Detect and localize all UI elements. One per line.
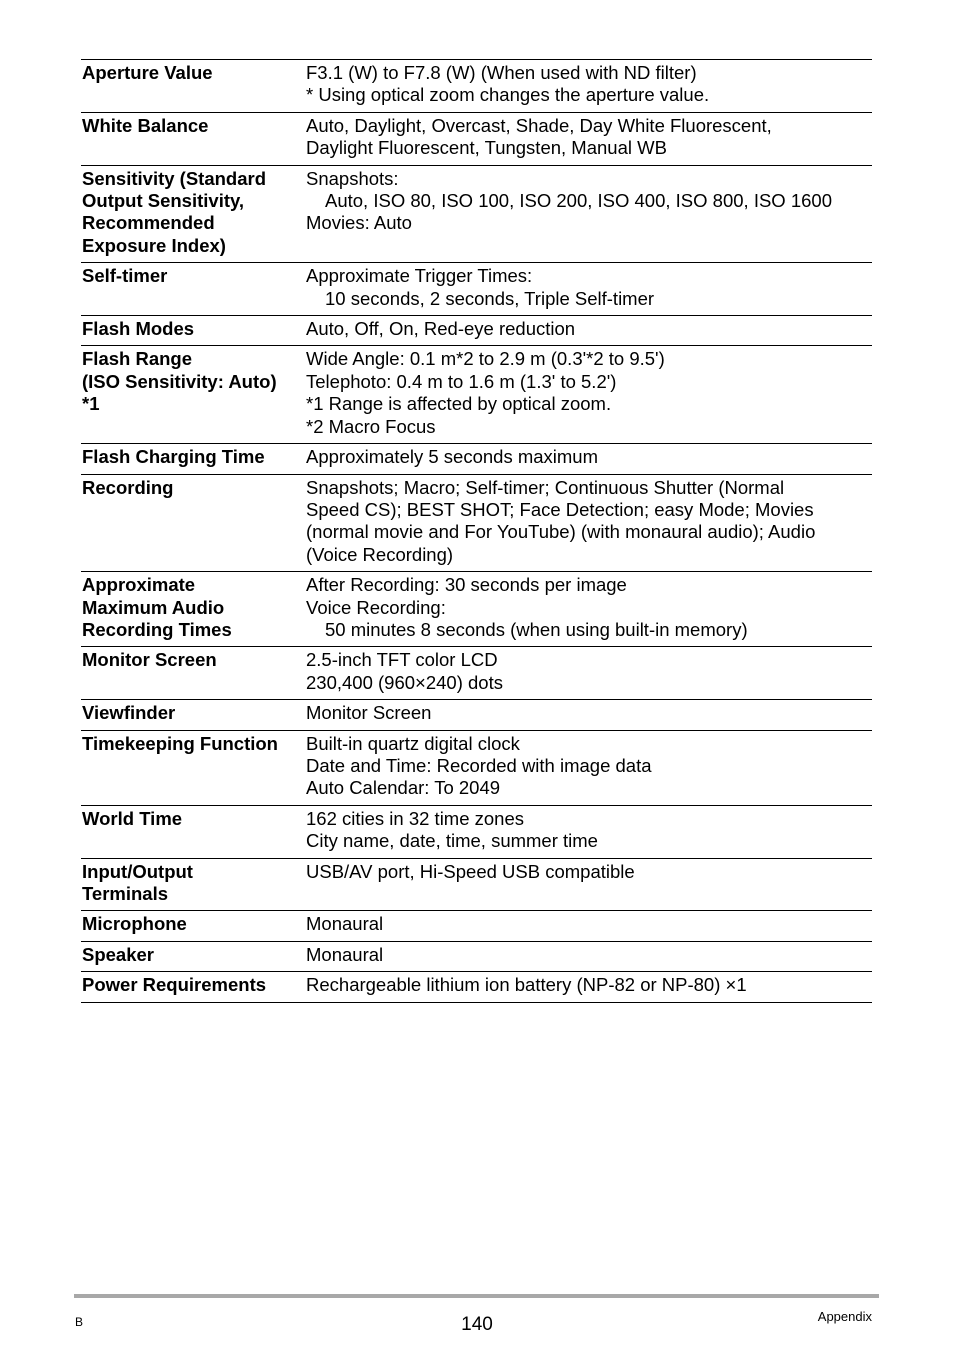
spec-label [81,941,306,971]
spec-label [81,165,306,263]
spec-row [81,972,872,1002]
spec-label-line: Power Requirements [82,974,267,996]
spec-label-line: Flash Modes [82,318,195,340]
spec-row [81,858,872,911]
spec-value-line: 162 cities in 32 time zones [306,807,525,829]
spec-row [81,572,872,647]
spec-value-line: Rechargeable lithium ion battery (NP-82 or NP-80) ×1 [306,974,747,996]
spec-label-line: Approximate [82,574,196,596]
spec-label-line: Monitor Screen [82,649,217,671]
spec-value-line: City name, date, time, summer time [306,830,598,852]
spec-label-line: Recording [82,476,174,498]
spec-value-line: Daylight Fluorescent, Tungsten, Manual WB [306,137,667,159]
spec-value-line: Auto, Daylight, Overcast, Shade, Day White Fluorescent, [306,114,772,136]
spec-value-line: Movies: Auto [306,212,412,234]
spec-label [81,647,306,700]
spec-value-line: 230,400 (960×240) dots [306,671,503,693]
spec-value [306,60,872,113]
spec-value-line: (normal movie and For YouTube) (with monaural audio); Audio [306,521,816,543]
spec-label [81,730,306,805]
spec-label [81,911,306,941]
spec-value [306,474,872,572]
spec-value-line: *2 Macro Focus [306,415,436,437]
spec-label [81,805,306,858]
spec-value-line: 50 minutes 8 seconds (when using built-in memory) [325,618,748,640]
spec-row [81,474,872,572]
spec-row [81,805,872,858]
spec-label [81,858,306,911]
spec-label [81,346,306,444]
spec-row [81,165,872,263]
spec-row [81,263,872,316]
spec-value [306,647,872,700]
spec-row [81,941,872,971]
spec-label-line: Input/Output [82,860,193,882]
spec-row [81,60,872,113]
spec-value-line: USB/AV port, Hi-Speed USB compatible [306,860,635,882]
spec-value-line: After Recording: 30 seconds per image [306,574,627,596]
spec-label-line: Recording Times [82,618,232,640]
spec-value-line: F3.1 (W) to F7.8 (W) (When used with ND filter) [306,62,697,83]
spec-value-line: Approximately 5 seconds maximum [306,446,598,468]
spec-value-line: Snapshots: [306,167,399,189]
spec-label-line: Maximum Audio [82,596,225,618]
spec-value-line: *1 Range is affected by optical zoom. [306,393,612,415]
spec-label-line: Exposure Index) [82,234,226,256]
specifications-table [81,59,872,1003]
spec-row [81,346,872,444]
spec-value [306,572,872,647]
spec-label-line: White Balance [82,114,209,136]
spec-value [306,316,872,346]
footer-divider [74,1294,879,1298]
spec-value [306,730,872,805]
spec-label-line: Sensitivity (Standard [82,167,267,189]
spec-value-line: Wide Angle: 0.1 m*2 to 2.9 m (0.3'*2 to 9.5') [306,348,665,370]
spec-value [306,972,872,1002]
spec-label-line: Self-timer [82,265,168,287]
spec-label-line: (ISO Sensitivity: Auto) [82,370,277,392]
spec-value [306,346,872,444]
spec-row [81,700,872,730]
spec-label-line: Viewfinder [82,702,176,724]
spec-value-line: Approximate Trigger Times: [306,265,533,287]
spec-label-line: Aperture Value [82,62,213,83]
spec-row [81,316,872,346]
spec-value-line: Snapshots; Macro; Self-timer; Continuous Shutter (Normal [306,476,785,498]
spec-row [81,730,872,805]
footer-left-mark: B [75,1315,84,1329]
spec-label-line: Flash Range [82,348,192,370]
spec-row [81,647,872,700]
spec-value-line: Monaural [306,913,384,935]
spec-value-line: Auto, Off, On, Red-eye reduction [306,318,576,340]
spec-value-line: Speed CS); BEST SHOT; Face Detection; easy Mode; Movies [306,498,814,520]
spec-row [81,444,872,474]
spec-label-line: World Time [82,807,183,829]
spec-value-line: 10 seconds, 2 seconds, Triple Self-timer [325,287,655,309]
spec-value-line: Built-in quartz digital clock [306,732,520,754]
spec-value [306,112,872,165]
spec-value-line: (Voice Recording) [306,543,454,565]
spec-value-line: 2.5-inch TFT color LCD [306,649,498,671]
spec-value [306,700,872,730]
footer-section-name: Appendix [817,1309,872,1324]
spec-label-line: Timekeeping Function [82,732,278,754]
spec-label-line: Output Sensitivity, [82,190,245,212]
spec-label-line: *1 [82,393,100,415]
spec-label [81,444,306,474]
spec-label-line: Flash Charging Time [82,446,265,468]
specifications-body [81,60,872,1003]
spec-label-line: Terminals [82,883,169,904]
spec-label [81,263,306,316]
spec-value [306,941,872,971]
spec-value-line: Auto, ISO 80, ISO 100, ISO 200, ISO 400, ISO 800, ISO 1600 [325,190,832,212]
spec-value-line: Telephoto: 0.4 m to 1.6 m (1.3' to 5.2') [306,370,617,392]
spec-label-line: Microphone [82,913,187,935]
spec-label [81,700,306,730]
spec-value [306,165,872,263]
spec-value [306,858,872,911]
spec-row [81,911,872,941]
spec-label-line: Recommended [82,212,215,234]
spec-value [306,263,872,316]
spec-label [81,972,306,1002]
spec-value [306,911,872,941]
spec-value-line: Voice Recording: [306,596,446,618]
spec-label [81,316,306,346]
spec-value-line: Date and Time: Recorded with image data [306,754,652,776]
spec-row [81,112,872,165]
spec-value-line: * Using optical zoom changes the aperture value. [306,84,710,106]
spec-value-line: Monaural [306,943,384,965]
spec-value [306,444,872,474]
spec-label [81,60,306,113]
page-number: 140 [461,1314,493,1335]
spec-label [81,572,306,647]
spec-label [81,112,306,165]
spec-value-line: Monitor Screen [306,702,432,724]
spec-value [306,805,872,858]
spec-label-line: Speaker [82,943,154,965]
spec-label [81,474,306,572]
spec-value-line: Auto Calendar: To 2049 [306,777,501,799]
